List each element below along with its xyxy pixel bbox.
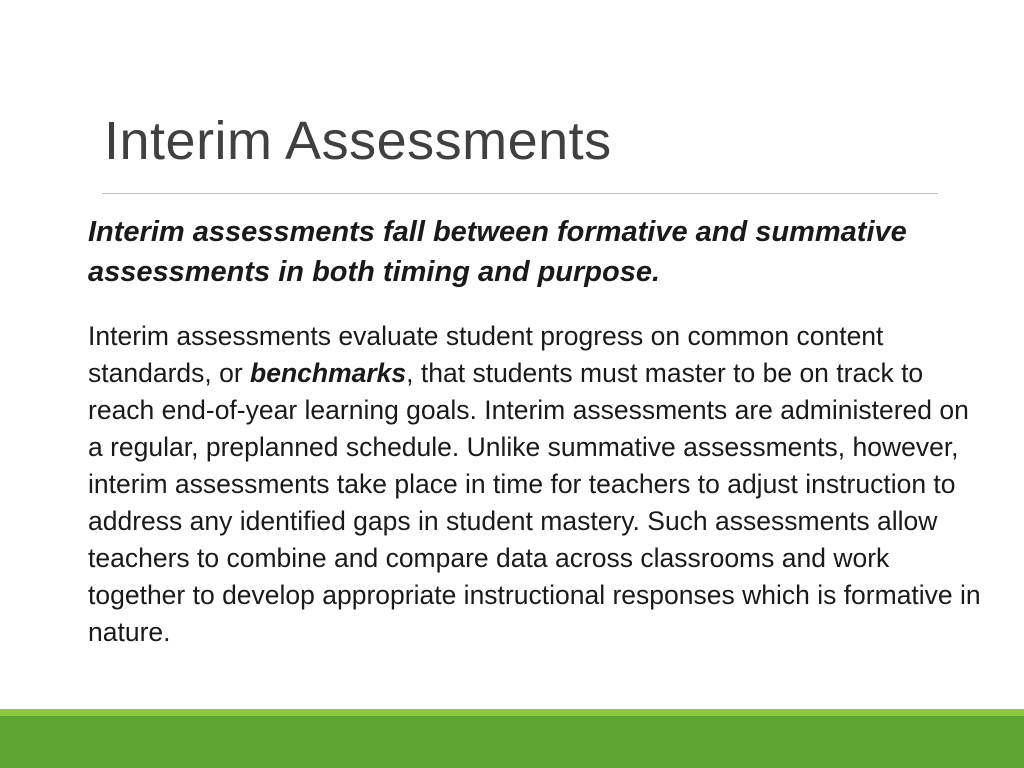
body-text-part1: Interim assessments evaluate student progress on common content standards, or	[88, 321, 884, 388]
slide-title: Interim Assessments	[104, 111, 612, 171]
body-text-part2: , that students must master to be on track to reach end-of-year learning goals. Interim assessments are administered on a regular, preplanned schedule. Unlike summative assessments, however, interim assessments take place in time for teachers to adjust instruction to address any identified gaps in student mastery. Such assessments allow teachers to combine and compare data across classrooms and work together to develop appropriate instructional responses which is formative in nature.	[88, 358, 981, 647]
footer-accent-stripe	[0, 709, 1024, 716]
footer-bar	[0, 716, 1024, 768]
benchmarks-emphasis: benchmarks	[250, 358, 407, 388]
body-paragraph	[88, 318, 988, 651]
title-divider	[102, 193, 938, 194]
lead-statement: Interim assessments fall between formative and summative assessments in both timing and purpose.	[88, 216, 907, 288]
